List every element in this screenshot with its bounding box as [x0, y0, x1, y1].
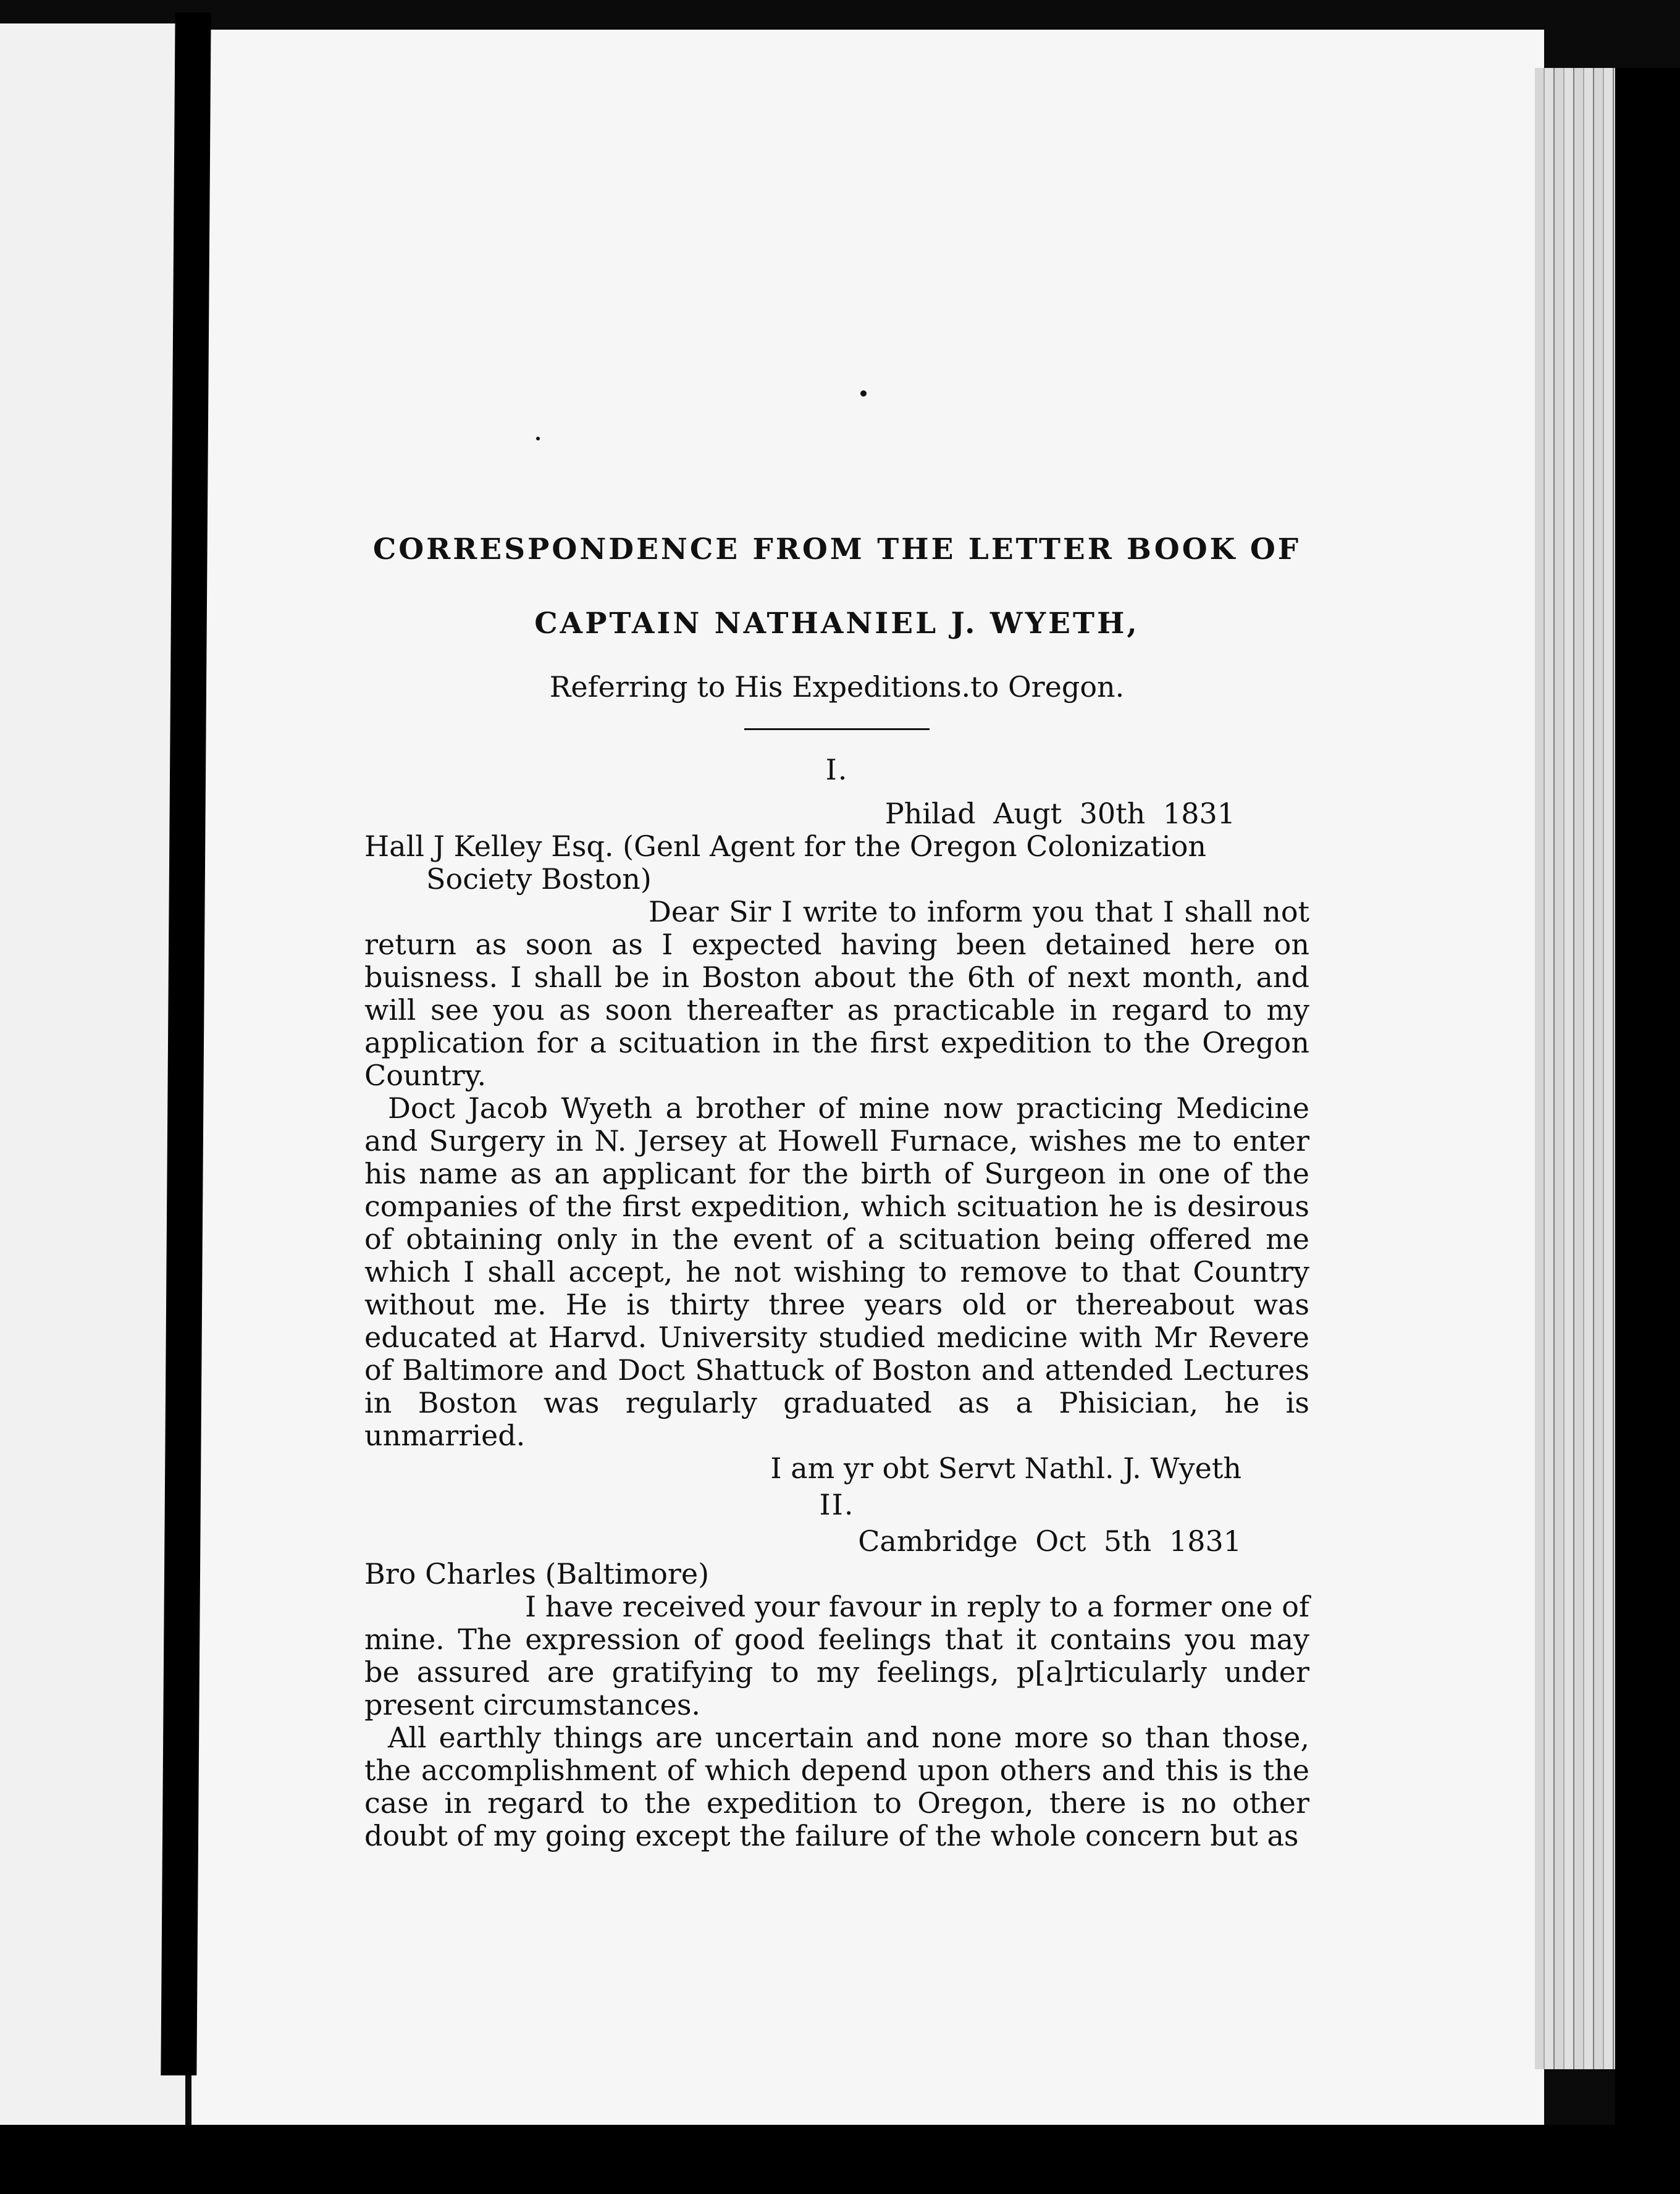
ink-speck [860, 390, 867, 397]
letter-paragraph: All earthly things are uncertain and none more so than those, the accomplishment of which depend upon others and this is the case in regard to the expedition to Oregon, there is no other doubt of my going except the failure of the whole concern but as [364, 1721, 1309, 1852]
letter-paragraph: Dear Sir I write to inform you that I shall not return as soon as I expected having been detained here on buisness. I shall be in Boston about the 6th of next month, and will see you as soon thereafter as practicable in regard to my application for a scituation in the first expedition to the Oregon Country. [364, 895, 1309, 1092]
letter-addressee: Bro Charles (Baltimore) [364, 1557, 710, 1591]
scan-border-right [1615, 68, 1680, 2194]
letter-numeral: I. [825, 753, 849, 786]
letter-dateline: Cambridge Oct 5th 1831 [858, 1524, 1241, 1558]
document-title-line2: CAPTAIN NATHANIEL J. WYETH, [534, 607, 1140, 641]
document-subtitle: Referring to His Expeditions.to Oregon. [549, 670, 1125, 704]
scan-border-bottom [0, 2125, 1680, 2194]
letter-addressee-continued: Society Boston) [426, 862, 652, 896]
letter-paragraph: Doct Jacob Wyeth a brother of mine now practicing Medicine and Surgery in N. Jersey at Howell Furnace, wishes me to enter his name as an applicant for the birth of Surgeon in one of the companies of the first expedition, which scituation he is desirous of obtaining only in the event of a scituation being offered me which I shall accept, he not wishing to remove to that Country without me. He is thirty three years old or thereabout was educated at Harvd. University studied medicine with Mr Revere of Baltimore and Doct Shattuck of Boston and attended Lectures in Boston was regularly graduated as a Phisician, he is unmarried. [364, 1091, 1309, 1452]
ink-speck [536, 437, 540, 440]
section-divider [744, 728, 930, 730]
letter-numeral: II. [819, 1488, 855, 1521]
facing-page-edge [0, 23, 185, 2161]
document-title: CORRESPONDENCE FROM THE LETTER BOOK OF [372, 532, 1301, 566]
letter-addressee: Hall J Kelley Esq. (Genl Agent for the Oregon Colonization [364, 830, 1207, 863]
letter-closing: I am yr obt Servt Nathl. J. Wyeth [770, 1452, 1241, 1485]
page-edges [1535, 68, 1615, 2069]
document-body [364, 506, 1309, 1852]
letter-dateline: Philad Augt 30th 1831 [884, 797, 1235, 830]
letter-paragraph: I have received your favour in reply to a former one of mine. The expression of good feelings that it contains you may be assured are gratifying to my feelings, p[a]rticularly under present circumstances. [364, 1590, 1309, 1721]
